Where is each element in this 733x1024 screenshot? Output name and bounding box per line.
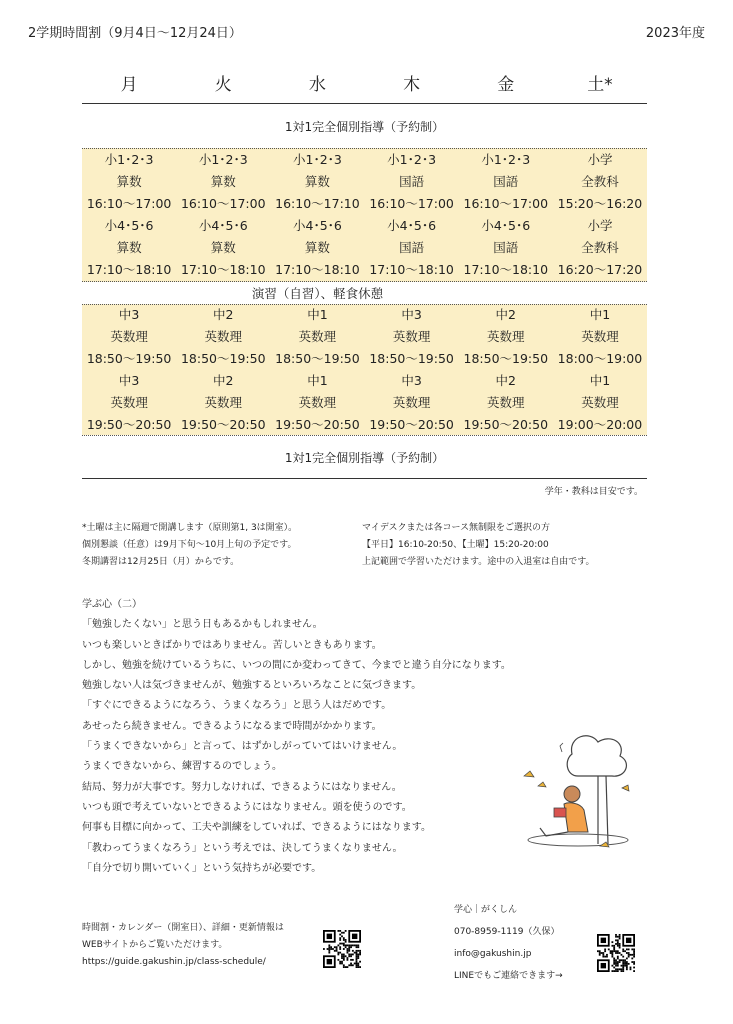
email-address[interactable]: info@gakushin.jp [454,949,532,959]
schedule-cell [365,215,459,281]
guide-note: 学年・教科は目安です。 [544,487,643,497]
cell-grade: 中2 [213,307,234,322]
cell-time: 19:50〜20:50 [369,417,454,432]
cell-grade: 中3 [401,373,422,388]
cell-grade: 小学 [587,152,613,167]
essay-line: 「教わってうまくなろう」という考えでは、決してうまくなりません。 [82,842,403,854]
schedule-cell [270,215,364,281]
schedule-cell [459,215,553,281]
cell-time: 17:10〜18:10 [180,262,266,277]
tree-canopy-shape [567,736,626,776]
day-thu: 木 [403,75,421,95]
cell-grade: 中1 [589,307,611,322]
cell-subject: 英数理 [204,395,243,410]
essay-line: 「勉強したくない」と思う日もあるかもしれません。 [82,619,323,631]
schedule-cell [459,304,553,370]
line-contact: LINEでもご連絡できます→ [454,971,563,981]
cell-subject: 算数 [210,240,236,255]
cell-subject: 全教科 [581,240,619,255]
cell-grade: 小4･5･6 [387,218,437,233]
cell-grade: 小1･2･3 [104,152,154,167]
cell-subject: 英数理 [487,329,525,344]
phone-number[interactable]: 070-8959-1119（久保） [454,927,560,937]
cell-time: 19:50〜20:50 [86,417,172,432]
cell-grade: 中1 [307,373,328,388]
top-label: 1対1完全個別指導（予約制） [284,120,445,134]
note-line: 上記範囲で学習いただけます。途中の入退室は自由です。 [362,557,595,567]
schedule-cell [176,215,270,281]
schedule-cell [270,149,364,215]
school-year: 2023年度 [645,26,705,41]
cell-time: 17:10〜18:10 [86,262,172,277]
essay-title: 学ぶ心（二） [82,599,142,610]
elementary-row-2 [82,215,647,281]
cell-time: 16:20〜17:20 [557,262,643,277]
cell-subject: 国語 [399,174,425,189]
footer-line: WEBサイトからご覧いただけます。 [82,940,228,950]
cell-time: 19:50〜20:50 [463,417,549,432]
leaf-icon [524,771,534,777]
schedule-cell [270,304,364,370]
cell-time: 18:50〜19:50 [463,351,549,366]
cell-subject: 算数 [116,240,142,255]
qr-code-icon[interactable] [597,934,635,972]
cell-grade: 小4･5･6 [104,218,154,233]
cell-time: 19:00〜20:00 [557,417,643,432]
cell-subject: 英数理 [392,329,431,344]
girl-head [564,786,580,802]
bottom-label: 1対1完全個別指導（予約制） [284,451,445,465]
note-line: マイデスクまたは各コース無制限をご選択の方 [362,523,551,533]
qr-code-icon[interactable] [323,930,361,968]
cell-subject: 英数理 [581,329,619,344]
reading-girl-illustration [510,732,650,852]
cell-subject: 算数 [116,174,142,189]
day-tue: 火 [214,75,232,95]
cell-grade: 中2 [495,307,516,322]
essay-line: うまくできないから、練習するのでしょう。 [82,761,282,773]
day-wed: 水 [308,75,326,95]
cell-grade: 中3 [401,307,422,322]
cell-subject: 英数理 [581,395,619,410]
cell-time: 16:10〜17:00 [86,196,172,211]
cell-time: 16:10〜17:00 [463,196,549,211]
cell-subject: 英数理 [110,395,148,410]
cell-time: 18:50〜19:50 [369,351,454,366]
footer-link[interactable]: https://guide.gakushin.jp/class-schedule/ [82,957,266,967]
schedule-cell [553,304,647,370]
cell-time: 16:10〜17:00 [180,196,266,211]
cell-time: 18:50〜19:50 [275,351,360,366]
cell-time: 17:10〜18:10 [275,262,360,277]
essay [82,595,511,879]
schedule-cell [365,149,459,215]
schedule-cell [270,370,364,436]
cell-time: 16:10〜17:00 [369,196,454,211]
cell-time: 17:10〜18:10 [369,262,454,277]
essay-lines [82,615,511,879]
cell-subject: 国語 [399,240,425,255]
schedule-cell [176,304,270,370]
note-line: *土曜は主に隔週で開講します（原則第1, 3は開室）。 [82,523,298,533]
cell-grade: 中3 [118,373,140,388]
book-icon [554,808,566,817]
day-mon: 月 [120,75,138,95]
schedule-cell [82,304,176,370]
cell-subject: 算数 [304,174,330,189]
cell-subject: 算数 [304,240,330,255]
essay-line: 勉強しない人は気づきませんが、勉強するといろいろなことに気づきます。 [82,680,422,692]
schedule-cell [553,215,647,281]
essay-line: 「うまくできないから」と言って、はずかしがっていてはいけません。 [82,741,403,753]
essay-line: 「自分で切り開いていく」という気持ちが必要です。 [82,862,322,874]
cell-subject: 国語 [493,174,519,189]
break-row [82,284,647,304]
cell-grade: 中3 [118,307,140,322]
footer-left [82,920,284,971]
cell-grade: 中2 [213,373,234,388]
day-fri: 金 [497,75,515,95]
cell-grade: 中1 [589,373,611,388]
header-rule [82,103,647,104]
cell-subject: 英数理 [110,329,148,344]
junior-row-1 [82,304,647,370]
cell-subject: 国語 [493,240,519,255]
cell-grade: 小学 [587,218,613,233]
essay-line: 何事も目標に向かって、工夫や訓練をしていれば、できるようにはなります。 [82,822,431,834]
cell-grade: 小1･2･3 [198,152,248,167]
cell-grade: 小1･2･3 [481,152,531,167]
cell-grade: 小4･5･6 [198,218,248,233]
note-line: 個別懇談（任意）は9月下旬〜10月上旬の予定です。 [82,540,297,550]
essay-line: いつも頭で考えていないとできるようにはなりません。頭を使うのです。 [82,801,412,813]
cell-subject: 全教科 [581,174,619,189]
junior-row-2 [82,370,647,436]
essay-line: 「すぐにできるようになろう、うまくなろう」と思う人はだめです。 [82,700,392,712]
cell-grade: 小1･2･3 [293,152,342,167]
cell-time: 15:20〜16:20 [557,196,643,211]
notes-left [82,520,297,571]
cell-time: 16:10〜17:10 [275,196,360,211]
cell-grade: 中1 [307,307,328,322]
cell-grade: 小1･2･3 [387,152,437,167]
cell-subject: 英数理 [298,329,337,344]
cell-subject: 英数理 [298,395,337,410]
cell-time: 18:50〜19:50 [180,351,266,366]
cell-time: 19:50〜20:50 [180,417,266,432]
note-line: 冬期講習は12月25日（月）からです。 [82,557,240,567]
schedule-cell [82,370,176,436]
footer-line: 時間割・カレンダー（開室日）、詳細・更新情報は [82,923,284,933]
schedule-cell [459,370,553,436]
essay-line: 結局、努力が大事です。努力しなければ、できるようにはなりません。 [82,781,402,793]
cell-grade: 小4･5･6 [481,218,531,233]
dotted-rule [82,281,647,282]
schedule-cell [459,149,553,215]
cell-subject: 英数理 [487,395,525,410]
essay-line: しかし、勉強を続けているうちに、いつの間にか変わってきて、今までと違う自分になります。 [82,659,511,671]
notes-right [362,520,595,571]
cell-subject: 英数理 [392,395,431,410]
girl-body [564,803,588,832]
cell-grade: 中2 [495,373,516,388]
schedule-cell [82,215,176,281]
weekday-header [82,70,647,95]
leaf-icon [538,782,546,787]
page-title: 2学期時間割（9月4日〜12月24日） [28,26,242,41]
leaf-icon [622,785,629,791]
day-sat: 土* [587,75,613,95]
table-bottom-rule [82,478,647,479]
schedule-cell [176,370,270,436]
schedule-cell [176,149,270,215]
schedule-cell [553,370,647,436]
footer-contact [454,899,563,987]
essay-line: あせったら続きません。できるようになるまで時間がかかります。 [82,720,382,732]
elementary-row-1 [82,149,647,215]
cell-time: 17:10〜18:10 [463,262,549,277]
schedule-cell [365,304,459,370]
brand-name: 学心｜がくしん [454,905,518,915]
cell-time: 18:00〜19:00 [557,351,643,366]
cell-time: 19:50〜20:50 [275,417,360,432]
cell-grade: 小4･5･6 [293,218,342,233]
schedule-cell [365,370,459,436]
cell-time: 18:50〜19:50 [86,351,172,366]
cell-subject: 英数理 [204,329,243,344]
schedule-cell [82,149,176,215]
note-line: 【平日】16:10-20:50、【土曜】15:20-20:00 [362,540,549,550]
cell-subject: 算数 [210,174,236,189]
essay-line: いつも楽しいときばかりではありません。苦しいときもあります。 [82,639,382,651]
schedule-cell [553,149,647,215]
break-label: 演習（自習）、軽食休憩 [251,286,384,301]
